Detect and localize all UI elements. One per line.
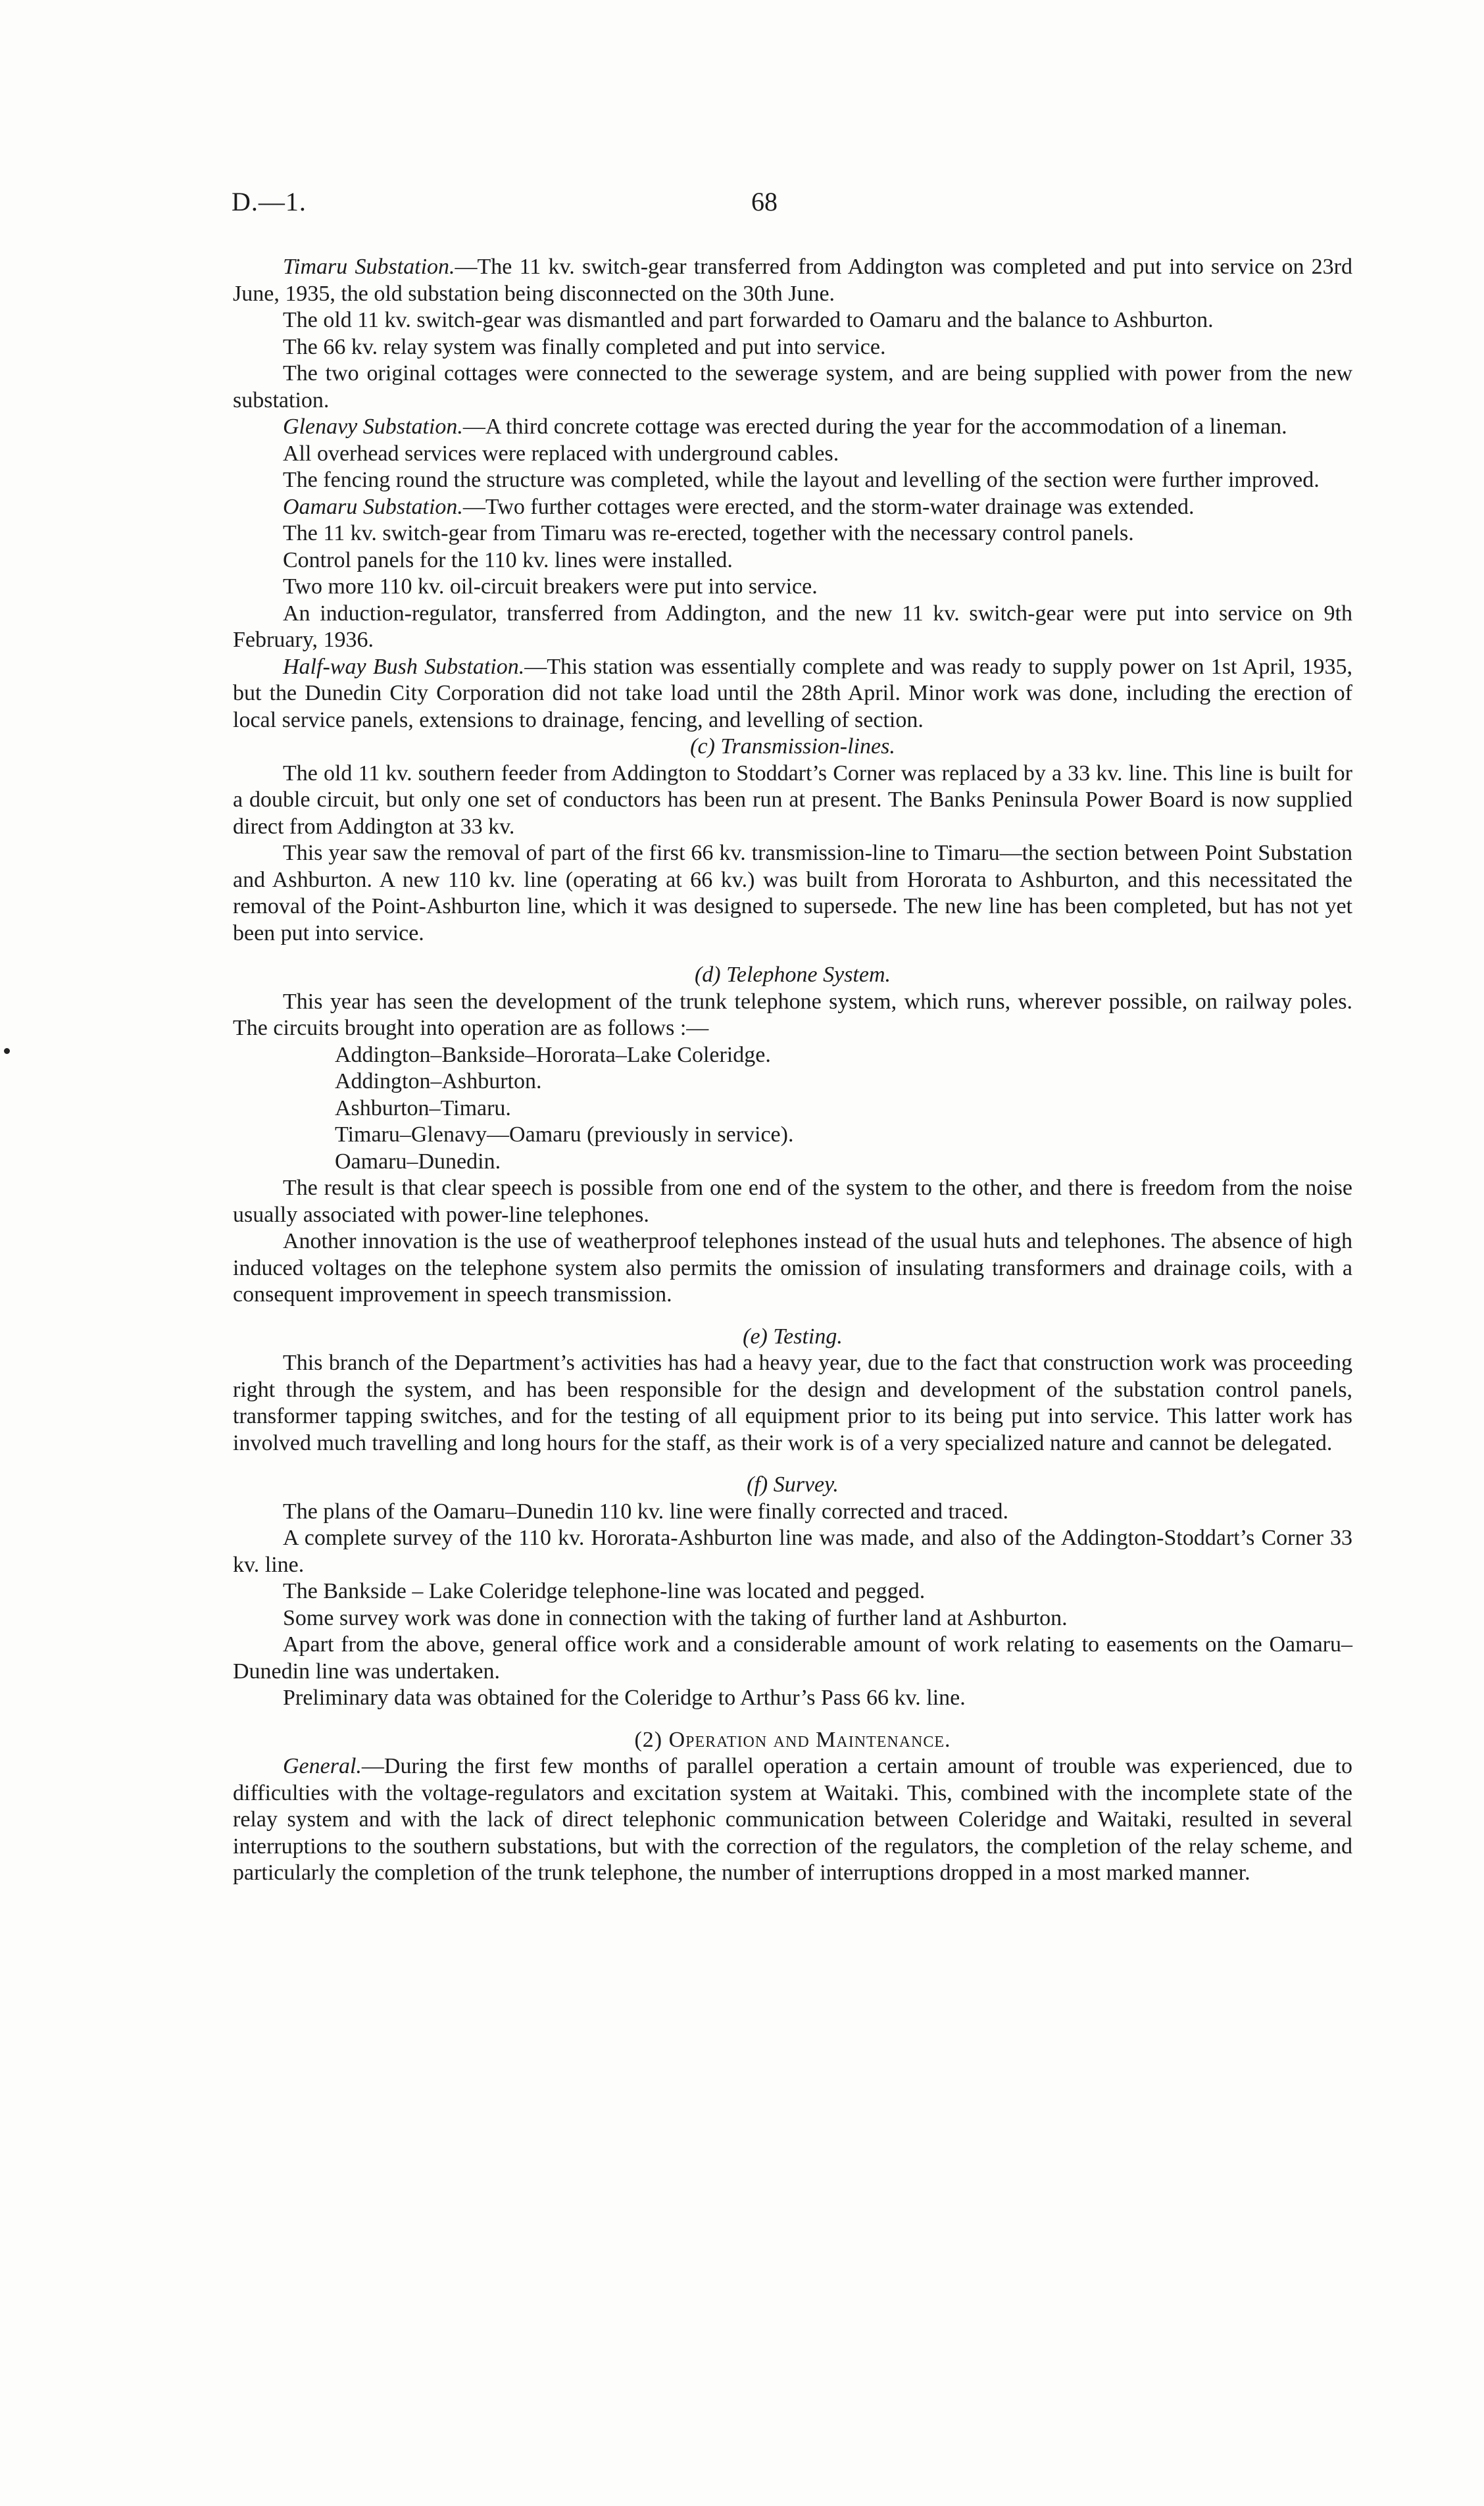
- paragraph: This branch of the Department’s activities has had a heavy year, due to the fact that construction work was proceeding right through the system, and has been responsible for the design and development of the substation control panels, transformer tapping switches, and for the testing of all equipment prior to its being put into service. This latter work has involved much travelling and long hours for the staff, as their work is of a very specialized nature and cannot be delegated.: [233, 1351, 1352, 1455]
- paragraph: Control panels for the 110 kv. lines were installed.: [283, 547, 733, 572]
- paragraph: Some survey work was done in connection with the taking of further land at Ashburton.: [283, 1605, 1068, 1630]
- paragraph-lead: Timaru Substation.: [283, 255, 455, 279]
- paragraph: [233, 1753, 1352, 1887]
- paragraph-lead: General.: [283, 1754, 362, 1778]
- paragraph: The old 11 kv. southern feeder from Addington to Stoddart’s Corner was replaced by a 33 kv. line. This line is built for a double circuit, but only one set of conductors has been run at present. The Banks Peninsula Power Board is now supplied direct from Addington at 33 kv.: [233, 761, 1352, 839]
- list-item: Ashburton–Timaru.: [335, 1095, 511, 1120]
- list-item: Timaru–Glenavy—Oamaru (previously in service).: [335, 1122, 794, 1147]
- list-item: Oamaru–Dunedin.: [335, 1149, 501, 1174]
- section-heading-operation: (2) Operation and Maintenance.: [634, 1727, 951, 1752]
- margin-mark: [4, 1048, 10, 1054]
- list-item: Addington–Ashburton.: [335, 1069, 542, 1093]
- body-text: [233, 254, 1352, 1887]
- paragraph: Preliminary data was obtained for the Coleridge to Arthur’s Pass 66 kv. line.: [283, 1686, 966, 1710]
- section-heading-survey: (f) Survey.: [747, 1472, 839, 1497]
- page-number: 68: [751, 187, 778, 216]
- section-heading-testing: (e) Testing.: [743, 1324, 843, 1349]
- paragraph-text: —The 11 kv. switch-gear transferred from Addington was completed and put into service on 23rd June, 1935, the old substation being disconnected on the 30th June.: [233, 255, 1352, 306]
- paragraph: The plans of the Oamaru–Dunedin 110 kv. line were finally corrected and traced.: [283, 1499, 1008, 1524]
- paragraph-text: —This station was essentially complete and was ready to supply power on 1st April, 1935, but the Dunedin City Corporation did not take load until the 28th April. Minor work was done, including the erection of local service panels, extensions to drainage, fencing, and levelling of section.: [233, 654, 1352, 732]
- paragraph: Another innovation is the use of weatherproof telephones instead of the usual huts and telephones. The absence of high induced voltages on the telephone system also permits the omission of insulating transformers and drainage coils, with a consequent improvement in speech transmission.: [233, 1229, 1352, 1307]
- page-header: [232, 186, 1350, 226]
- paragraph: [233, 414, 1352, 441]
- paragraph-text: —During the first few months of parallel operation a certain amount of trouble was experienced, due to difficulties with the voltage-regulators and excitation system at Waitaki. This, combined with the incomplete state of the relay system and with the lack of direct telephonic communication between Coleridge and Waitaki, resulted in several interruptions to the southern substations, but with the correction of the regulators, the completion of the relay scheme, and particularly the completion of the trunk telephone, the number of interruptions dropped in a most marked manner.: [233, 1754, 1352, 1885]
- paragraph: An induction-regulator, transferred from Addington, and the new 11 kv. switch-gear were put into service on 9th February, 1936.: [233, 601, 1352, 652]
- paragraph: The Bankside – Lake Coleridge telephone-line was located and pegged.: [283, 1579, 926, 1603]
- paragraph: The 11 kv. switch-gear from Timaru was re-erected, together with the necessary control panels.: [283, 521, 1134, 545]
- section-heading-telephone: (d) Telephone System.: [694, 963, 891, 987]
- paragraph: Two more 110 kv. oil-circuit breakers were put into service.: [283, 574, 818, 599]
- paragraph: This year has seen the development of the trunk telephone system, which runs, wherever possible, on railway poles. The circuits brought into operation are as follows :—: [233, 989, 1352, 1040]
- section-heading-transmission: (c) Transmission-lines.: [690, 734, 895, 759]
- paragraph: The old 11 kv. switch-gear was dismantled and part forwarded to Oamaru and the balance to Ashburton.: [283, 308, 1214, 332]
- paragraph: The fencing round the structure was completed, while the layout and levelling of the section were further improved.: [283, 468, 1320, 492]
- paragraph: [233, 654, 1352, 734]
- paragraph: [233, 254, 1352, 307]
- paragraph-text: —Two further cottages were erected, and the storm-water drainage was extended.: [462, 494, 1195, 519]
- paragraph: This year saw the removal of part of the first 66 kv. transmission-line to Timaru—the section between Point Substation and Ashburton. A new 110 kv. line (operating at 66 kv.) was built from Hororata to Ashburton, and this necessitated the removal of the Point-Ashburton line, which it was designed to supersede. The new line has been completed, but has not yet been put into service.: [233, 841, 1352, 945]
- paragraph: A complete survey of the 110 kv. Hororata-Ashburton line was made, and also of the Addington-Stoddart’s Corner 33 kv. line.: [233, 1526, 1352, 1577]
- paragraph: The result is that clear speech is possible from one end of the system to the other, and there is freedom from the noise usually associated with power-line telephones.: [233, 1176, 1352, 1227]
- paragraph-lead: Oamaru Substation.: [283, 494, 463, 519]
- paragraph-lead: Glenavy Substation.: [283, 414, 463, 439]
- paragraph: Apart from the above, general office work and a considerable amount of work relating to easements on the Oamaru–Dunedin line was undertaken.: [233, 1632, 1352, 1684]
- paragraph: The 66 kv. relay system was finally completed and put into service.: [283, 334, 886, 359]
- paragraph-text: —A third concrete cottage was erected during the year for the accommodation of a lineman.: [462, 414, 1287, 439]
- paragraph-lead: Half-way Bush Substation.: [283, 654, 525, 679]
- paragraph: [233, 494, 1352, 521]
- document-reference: D.—1.: [232, 187, 307, 216]
- paragraph: The two original cottages were connected to the sewerage system, and are being supplied with power from the new substation.: [233, 361, 1352, 413]
- list-item: Addington–Bankside–Hororata–Lake Coleridge.: [335, 1042, 771, 1067]
- paragraph: All overhead services were replaced with underground cables.: [283, 441, 839, 466]
